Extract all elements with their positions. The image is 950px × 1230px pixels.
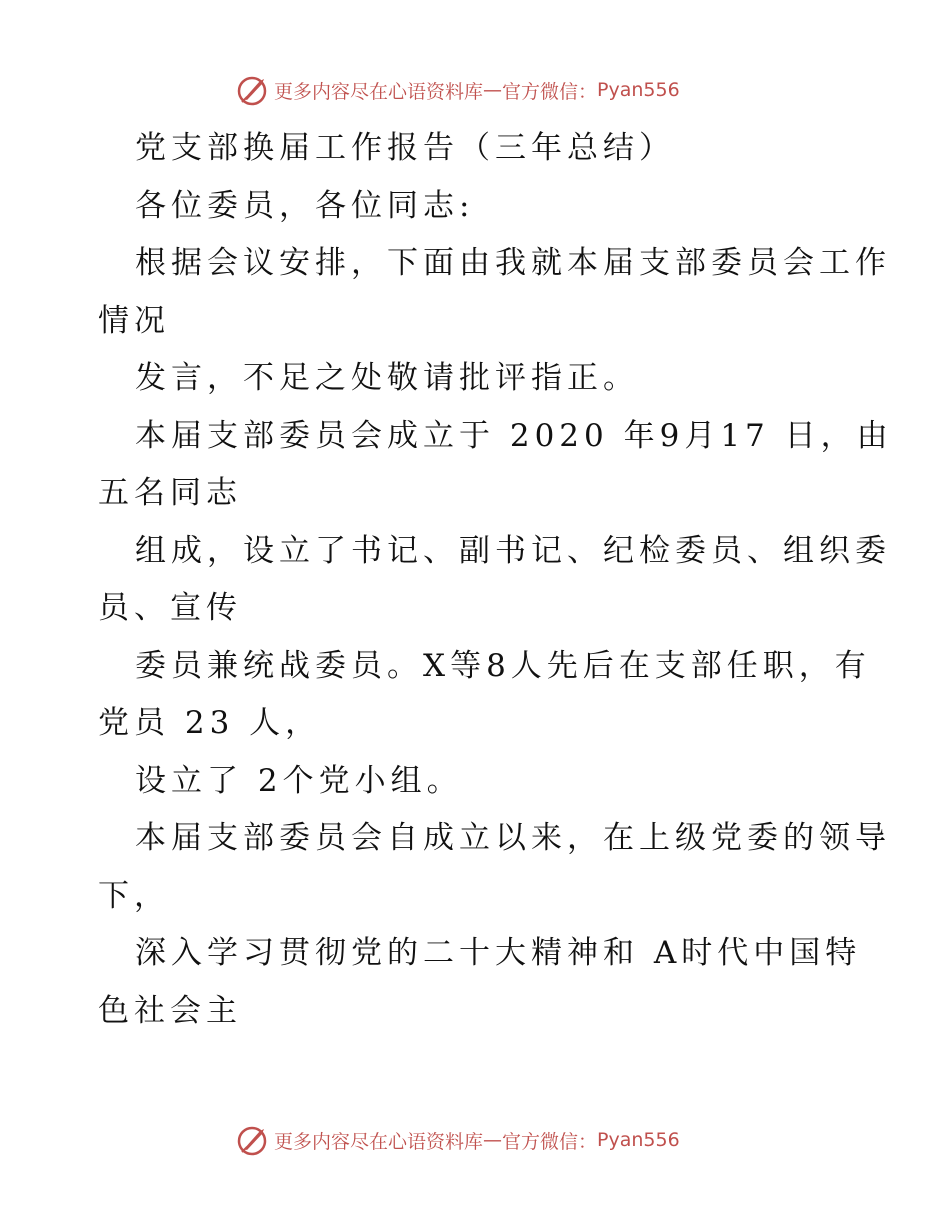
watermark-handle: Pyan556 bbox=[597, 1129, 680, 1151]
watermark-site-text: 更多内容尽在心语资料库 bbox=[274, 80, 484, 103]
paragraph-line: 党员 23 人， bbox=[98, 705, 322, 741]
paragraph-line: 员、宣传 bbox=[98, 590, 242, 626]
footer-watermark bbox=[236, 1122, 680, 1158]
paragraph-line: 色社会主 bbox=[98, 992, 242, 1029]
watermark-separator: — bbox=[483, 1129, 503, 1151]
watermark-official-text: 官方微信： bbox=[502, 80, 598, 103]
header-watermark bbox=[236, 72, 680, 108]
paragraph-line: 情况 bbox=[98, 302, 170, 339]
salutation: 各位委员，各位同志: bbox=[135, 187, 475, 224]
paragraph-line: 设立了 2个党小组。 bbox=[135, 762, 463, 799]
paragraph-line: 本届支部委员会自成立以来，在上级党委的领导 bbox=[135, 820, 891, 856]
paragraph-line: 下， bbox=[98, 877, 170, 914]
watermark-official-text: 官方微信： bbox=[502, 1130, 598, 1153]
paragraph-line: 本届支部委员会成立于 2020 年9月17 日，由 bbox=[135, 417, 893, 454]
paragraph-line: 根据会议安排，下面由我就本届支部委员会工作 bbox=[135, 245, 891, 281]
watermark-separator: — bbox=[483, 79, 503, 101]
watermark-site-text: 更多内容尽在心语资料库 bbox=[274, 1130, 484, 1153]
paragraph-line: 发言，不足之处敬请批评指正。 bbox=[135, 360, 639, 396]
paragraph-line: 委员兼统战委员。X等8人先后在支部任职，有 bbox=[135, 647, 871, 684]
quill-logo-icon bbox=[236, 73, 270, 107]
paragraph-line: 深入学习贯彻党的二十大精神和 A时代中国特 bbox=[135, 935, 862, 971]
document-body bbox=[98, 120, 893, 1040]
watermark-handle: Pyan556 bbox=[597, 79, 680, 101]
paragraph-line: 组成，设立了书记、副书记、纪检委员、组织委 bbox=[135, 532, 891, 569]
document-title: 党支部换届工作报告（三年总结） bbox=[135, 130, 675, 166]
quill-logo-icon bbox=[236, 1123, 270, 1157]
paragraph-line: 五名同志 bbox=[98, 475, 242, 511]
